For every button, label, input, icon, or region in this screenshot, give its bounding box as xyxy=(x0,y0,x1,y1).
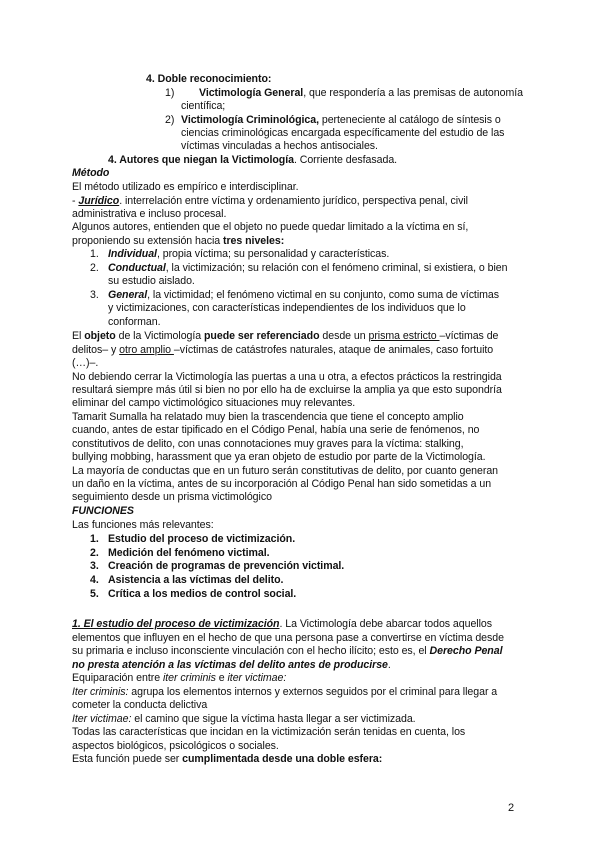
paragraph-line: cuando, antes de estar tipificado en el Código Penal, había una serie de fenómenos, no xyxy=(72,424,480,436)
paragraph-line: Equiparación entre iter criminis e iter victimae: xyxy=(72,672,287,684)
level-continuation: conforman. xyxy=(108,316,161,328)
section-title-funciones: FUNCIONES xyxy=(72,505,134,517)
paragraph-line: Iter victimae: el camino que sigue la víctima hasta llegar a ser victimizada. xyxy=(72,713,416,725)
paragraph-objeto: El objeto de la Victimología puede ser referenciado desde un prisma estricto –víctimas de xyxy=(72,330,499,342)
paragraph-line: administrativa e incluso procesal. xyxy=(72,208,227,220)
list-marker: 2. xyxy=(90,547,99,559)
function-item: Crítica a los medios de control social. xyxy=(108,588,297,600)
function-item: Medición del fenómeno victimal. xyxy=(108,547,270,559)
list-item-victimologia-criminologica: Victimología Criminológica, perteneciente al catálogo de síntesis o xyxy=(181,114,501,126)
level-conductual: Conductual, la victimización; su relación con el fenómeno criminal, si existiera, o bien xyxy=(108,262,508,274)
list-item-continuation: ciencias criminológicas encargada específicamente del estudio de las xyxy=(181,127,505,139)
function-item: Estudio del proceso de victimización. xyxy=(108,533,296,545)
page-number: 2 xyxy=(508,802,515,814)
paragraph: El método utilizado es empírico e interdisciplinar. xyxy=(72,181,299,193)
list-item-continuation: víctimas vinculadas a hechos antisociales. xyxy=(181,140,378,152)
list-marker: 4. xyxy=(90,574,99,586)
paragraph-line: Algunos autores, entienden que el objeto no puede quedar limitado a la víctima en sí, xyxy=(72,221,469,233)
list-marker: 2) xyxy=(165,114,175,126)
list-item-victimologia-general: Victimología General, que respondería a las premisas de autonomía xyxy=(199,87,523,99)
paragraph-line: Esta función puede ser cumplimentada desde una doble esfera: xyxy=(72,753,383,765)
paragraph-line: seguimiento desde un prisma victimológico xyxy=(72,491,272,503)
list-marker: 5. xyxy=(90,588,99,600)
paragraph-line: resultará siempre más útil si bien no por ello ha de excluirse la amplia ya que esto supondría xyxy=(72,384,502,396)
heading-autores-niegan: 4. Autores que niegan la Victimología. Corriente desfasada. xyxy=(108,154,398,166)
paragraph-line: un daño en la víctima, antes de su incorporación al Código Penal han sido sometidas a un xyxy=(72,478,492,490)
paragraph-line: Tamarit Sumalla ha relatado muy bien la trascendencia que tiene el concepto amplio xyxy=(72,411,464,423)
paragraph-line: aspectos biológicos, psicológicos o sociales. xyxy=(72,740,279,752)
paragraph-line: bullying mobbing, harassment que ya eran objeto de estudio por parte de la Victimología. xyxy=(72,451,486,463)
list-item-continuation: científica; xyxy=(181,100,226,112)
list-marker: 3. xyxy=(90,560,99,572)
paragraph-line: cometer la conducta delictiva xyxy=(72,699,208,711)
paragraph-line: Todas las características que incidan en la victimización serán tenidas en cuenta, los xyxy=(72,726,466,738)
level-continuation: y victimizaciones, con características independientes de los individuos que lo xyxy=(108,302,466,314)
section-title-metodo: Método xyxy=(72,167,110,179)
paragraph-line: Iter criminis: agrupa los elementos internos y externos seguidos por el criminal para llegar a xyxy=(72,686,498,698)
paragraph-line: no presta atención a las víctimas del delito antes de producirse. xyxy=(72,659,391,671)
paragraph-line: (…)–. xyxy=(72,357,99,369)
list-marker: 2. xyxy=(90,262,99,274)
paragraph-line: La mayoría de conductas que en un futuro serán constitutivas de delito, por cuanto generan xyxy=(72,465,499,477)
level-continuation: su estudio aislado. xyxy=(108,275,195,287)
level-individual: Individual, propia víctima; su personalidad y características. xyxy=(108,248,390,260)
list-marker: 1. xyxy=(90,248,99,260)
list-marker: 1) xyxy=(165,87,175,99)
paragraph: Las funciones más relevantes: xyxy=(72,519,214,531)
function-item: Creación de programas de prevención victimal. xyxy=(108,560,345,572)
paragraph-juridico: - Jurídico. interrelación entre víctima y ordenamiento jurídico, perspectiva penal, civil xyxy=(72,195,468,207)
paragraph-line: constitutivos de delito, con unas connotaciones muy graves para la víctima: stalking, xyxy=(72,438,464,450)
heading-doble-reconocimiento: 4. Doble reconocimiento: xyxy=(146,73,272,85)
paragraph-line: su primaria e incluso inconsciente vinculación con el hecho ilícito; esto es, el Derecho Penal xyxy=(72,645,503,657)
list-marker: 3. xyxy=(90,289,99,301)
paragraph-line: proponiendo su extensión hacia tres niveles: xyxy=(72,235,285,247)
paragraph-line: delitos– y otro amplio –víctimas de catástrofes naturales, ataque de animales, caso fortuito xyxy=(72,344,494,356)
paragraph-line: elementos que influyen en el hecho de que una persona pase a convertirse en víctima desde xyxy=(72,632,504,644)
paragraph-estudio: 1. El estudio del proceso de victimización. La Victimología debe abarcar todos aquellos xyxy=(72,618,492,630)
function-item: Asistencia a las víctimas del delito. xyxy=(108,574,284,586)
level-general: General, la victimidad; el fenómeno victimal en su conjunto, como suma de víctimas xyxy=(108,289,499,301)
paragraph-line: No debiendo cerrar la Victimología las puertas a una u otra, a efectos prácticos la restringida xyxy=(72,371,502,383)
paragraph-line: eliminar del campo victimológico situaciones muy relevantes. xyxy=(72,397,356,409)
list-marker: 1. xyxy=(90,533,99,545)
